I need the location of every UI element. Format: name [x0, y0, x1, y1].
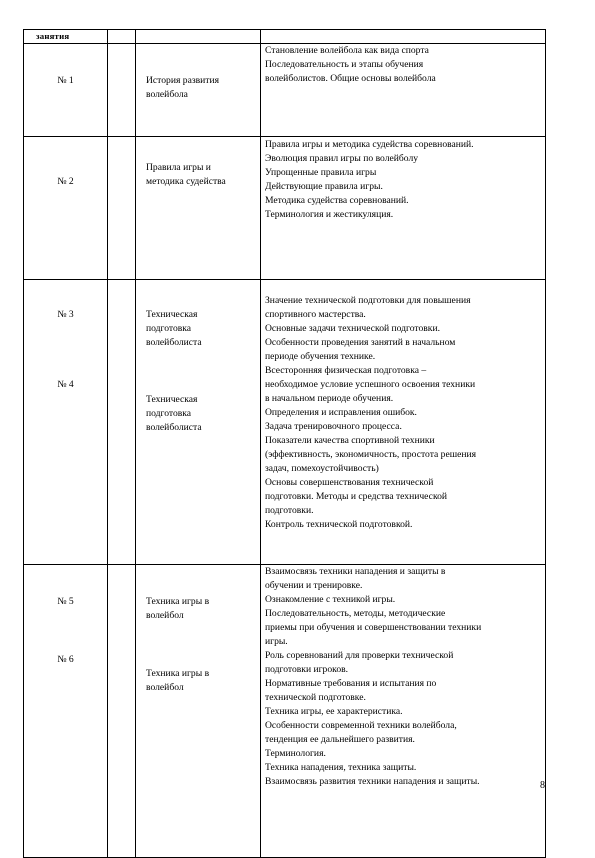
content-line: Показатели качества спортивной техники [265, 435, 435, 446]
topic-block [146, 595, 260, 623]
content-line: Взаимосвязь развития техники нападения и защиты. [265, 776, 480, 787]
content-line: Последовательность и этапы обучения [265, 59, 424, 70]
page-number: 8 [540, 780, 545, 791]
content-line: Правила игры и методика судейства соревнований. [265, 139, 474, 150]
content-line: в начальном периоде обучения. [265, 393, 394, 404]
header-cell-empty [108, 30, 136, 44]
content-line: тенденция ее дальнейшего развития. [265, 734, 415, 745]
topic-line: Правила игры и [146, 162, 211, 173]
content-line: (эффективность, экономичность, простота решения [265, 449, 477, 460]
content-line: Взаимосвязь техники нападения и защиты в [265, 566, 446, 577]
content-line: подготовки игроков. [265, 664, 349, 675]
content-line: Задача тренировочного процесса. [265, 421, 402, 432]
header-cell-lesson [24, 30, 108, 44]
lesson-number-cell [24, 565, 108, 858]
topic-block [146, 667, 260, 695]
lesson-number: № 4 [57, 379, 74, 390]
content-line: Ознакомление с техникой игры. [265, 594, 396, 605]
header-cell-topic [136, 30, 261, 44]
content-line: Техника нападения, техника защиты. [265, 762, 417, 773]
topic-line: Техника игры в [146, 668, 210, 679]
content-line: подготовки. [265, 505, 314, 516]
content-line: Определения и исправления ошибок. [265, 407, 417, 418]
topic-cell [136, 137, 261, 280]
content-cell [261, 565, 546, 858]
empty-cell [108, 280, 136, 565]
header-cell-content [261, 30, 546, 44]
content-line: Последовательность, методы, методические [265, 608, 446, 619]
content-line: Основы совершенствования технической [265, 477, 434, 488]
content-line: Терминология и жестикуляция. [265, 209, 394, 220]
content-line: Упрощенные правила игры [265, 167, 377, 178]
lesson-number: № 6 [57, 654, 74, 665]
content-line: спортивного мастерства. [265, 309, 366, 320]
content-line: Действующие правила игры. [265, 181, 383, 192]
table-row [24, 137, 546, 280]
topic-block [146, 393, 260, 435]
content-line: задач, помехоустойчивость) [265, 463, 379, 474]
content-line: Особенности проведения занятий в начальном [265, 337, 456, 348]
topic-line: методика судейства [146, 176, 226, 187]
topic-line: волейболиста [146, 337, 202, 348]
lesson-number-cell [24, 280, 108, 565]
topic-line: волейбол [146, 682, 184, 693]
header-label-lessons: занятия [36, 31, 70, 41]
content-cell [261, 280, 546, 565]
content-line: подготовки. Методы и средства технической [265, 491, 448, 502]
content-line: Роль соревнований для проверки технической [265, 650, 454, 661]
topic-line: подготовка [146, 408, 192, 419]
table-header-row [24, 30, 546, 44]
table-row [24, 44, 546, 137]
empty-cell [108, 137, 136, 280]
topic-line: Техническая [146, 394, 198, 405]
content-line: Техника игры, ее характеристика. [265, 706, 403, 717]
lesson-number: № 1 [57, 75, 74, 86]
topic-line: волейболиста [146, 422, 202, 433]
content-line: Контроль технической подготовкой. [265, 519, 413, 530]
content-cell [261, 137, 546, 280]
topic-line: волейбол [146, 610, 184, 621]
content-line: Методика судейства соревнований. [265, 195, 409, 206]
content-line: Значение технической подготовки для повышения [265, 295, 471, 306]
table-row [24, 280, 546, 565]
content-line: волейболистов. Общие основы волейбола [265, 73, 436, 84]
content-line: технической подготовке. [265, 692, 366, 703]
lesson-number-cell [24, 137, 108, 280]
content-line: Нормативные требования и испытания по [265, 678, 437, 689]
topic-line: Техническая [146, 309, 198, 320]
topic-line: подготовка [146, 323, 192, 334]
syllabus-table [23, 29, 546, 858]
content-line: Всесторонняя физическая подготовка – [265, 365, 427, 376]
topic-cell [136, 44, 261, 137]
content-line: Основные задачи технической подготовки. [265, 323, 441, 334]
lesson-number: № 3 [57, 309, 74, 320]
topic-line: волейбола [146, 89, 188, 100]
lesson-number: № 2 [57, 176, 74, 187]
content-line: периоде обучения технике. [265, 351, 376, 362]
topic-cell [136, 280, 261, 565]
topic-cell [136, 565, 261, 858]
topic-line: Техника игры в [146, 596, 210, 607]
content-line: приемы при обучения и совершенствовании техники [265, 622, 482, 633]
content-line: Терминология. [265, 748, 326, 759]
empty-cell [108, 44, 136, 137]
content-line: Эволюция правил игры по волейболу [265, 153, 419, 164]
content-cell [261, 44, 546, 137]
lesson-number: № 5 [57, 596, 74, 607]
empty-cell [108, 565, 136, 858]
topic-line: История развития [146, 75, 220, 86]
content-line: Особенности современной техники волейбола, [265, 720, 457, 731]
content-line: игры. [265, 636, 288, 647]
lesson-number-cell [24, 44, 108, 137]
content-line: Становление волейбола как вида спорта [265, 45, 429, 56]
content-line: обучении и тренировке. [265, 580, 363, 591]
content-line: необходимое условие успешного освоения техники [265, 379, 476, 390]
topic-block [146, 308, 260, 350]
table-row [24, 565, 546, 858]
